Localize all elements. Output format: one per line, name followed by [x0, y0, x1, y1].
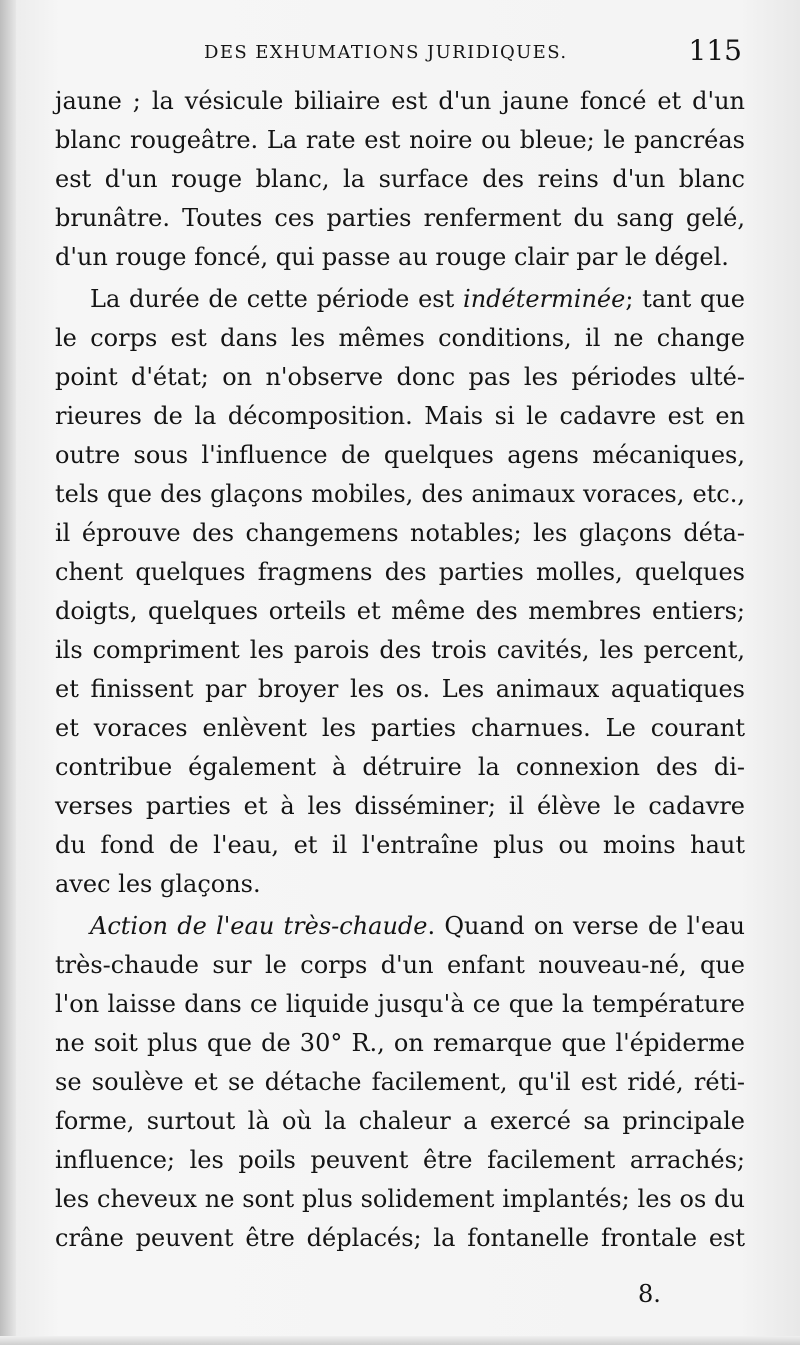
text-line: est d'un rouge blanc, la surface des reins d'un blanc [55, 165, 745, 193]
text-line-paragraph-start [90, 907, 745, 945]
italic-term: indéterminée [463, 285, 626, 313]
text-line: chent quelques fragmens des parties molles, quelques [55, 558, 745, 586]
text-line: brunâtre. Toutes ces parties renferment du sang gelé, [55, 204, 745, 232]
text-line: ne soit plus que de 30° R., on remarque que l'épiderme [55, 1029, 745, 1057]
signature-mark: 8. [638, 1280, 661, 1308]
text-line: le corps est dans les mêmes conditions, il ne change [55, 324, 745, 352]
text-line: rieures de la décomposition. Mais si le cadavre est en [55, 402, 745, 430]
text-run: ; tant que [625, 285, 745, 313]
text-line: verses parties et à les disséminer; il élève le cadavre [55, 792, 745, 820]
text-line: doigts, quelques orteils et même des membres entiers; [55, 597, 745, 625]
text-line: influence; les poils peuvent être facilement arrachés; [55, 1146, 745, 1174]
running-head: DES EXHUMATIONS JURIDIQUES. [204, 42, 568, 63]
text-line: d'un rouge foncé, qui passe au rouge clair par le dégel. [55, 243, 729, 271]
text-line: et voraces enlèvent les parties charnues. Le courant [55, 714, 745, 742]
text-line: du fond de l'eau, et il l'entraîne plus ou moins haut [55, 831, 745, 859]
text-line: crâne peuvent être déplacés; la fontanelle frontale est [55, 1224, 745, 1252]
text-line-paragraph-start [90, 280, 745, 318]
text-line: les cheveux ne sont plus solidement implantés; les os du [55, 1185, 745, 1213]
text-line: blanc rougeâtre. La rate est noire ou bleue; le pancréas [55, 126, 745, 154]
text-line: ils compriment les parois des trois cavités, les percent, [55, 636, 745, 664]
text-line: il éprouve des changemens notables; les glaçons déta- [55, 519, 745, 547]
text-line: tels que des glaçons mobiles, des animaux voraces, etc., [55, 480, 745, 508]
text-line: outre sous l'influence de quelques agens mécaniques, [55, 441, 745, 469]
page-number: 115 [688, 34, 742, 67]
text-line: l'on laisse dans ce liquide jusqu'à ce que la température [55, 990, 745, 1018]
text-line: jaune ; la vésicule biliaire est d'un jaune foncé et d'un [55, 87, 745, 115]
text-line: se soulève et se détache facilement, qu'il est ridé, réti- [55, 1068, 745, 1096]
text-line: et finissent par broyer les os. Les animaux aquatiques [55, 675, 745, 703]
text-run: La durée de cette période est [90, 285, 464, 313]
italic-section-heading: Action de l'eau très-chaude [90, 912, 428, 940]
text-run: . Quand on verse de l'eau [427, 912, 745, 940]
text-line: forme, surtout là où la chaleur a exercé sa principale [55, 1107, 745, 1135]
text-line: très-chaude sur le corps d'un enfant nouveau-né, que [55, 951, 745, 979]
text-line: contribue également à détruire la connexion des di- [55, 753, 745, 781]
text-line: avec les glaçons. [55, 870, 261, 898]
text-line: point d'état; on n'observe donc pas les périodes ulté- [55, 363, 745, 391]
